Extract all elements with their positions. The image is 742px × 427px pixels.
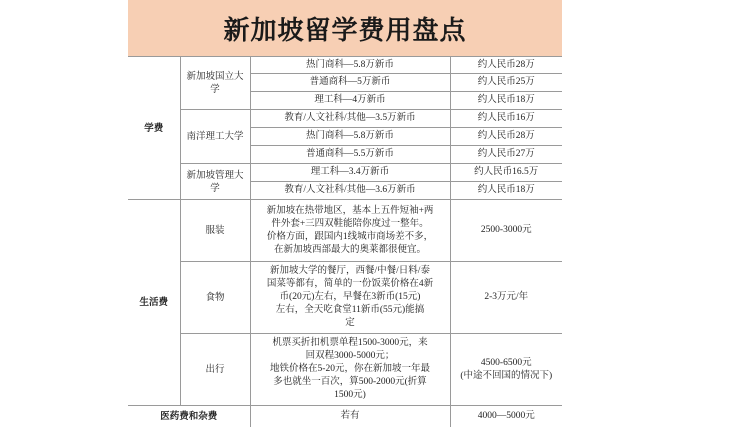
rmb-cell: 约人民币18万 [450,92,562,110]
rmb-cell: 约人民币28万 [450,57,562,74]
major-cell: 热门商科—5.8万新币 [250,128,450,146]
table-row [128,262,562,334]
cost-cell [450,334,562,406]
table-row [128,406,562,427]
rmb-cell: 约人民币25万 [450,74,562,92]
category-tuition: 学费 [128,57,180,200]
cost-note: (中途不回国的情况下) [460,370,553,381]
item-transport: 出行 [180,334,250,406]
cost-sheet [128,0,562,427]
rmb-cell: 约人民币16.5万 [450,164,562,182]
description-line: 多也就坐一百次，算500-2000元(折算 [273,377,427,387]
cost-table [128,56,562,427]
item-clothing: 服装 [180,200,250,262]
table-row [128,164,562,182]
major-cell: 教育/人文社科/其他—3.5万新币 [250,110,450,128]
major-cell: 热门商科—5.8万新币 [250,57,450,74]
description-line: 机票买折扣机票单程1500-3000元，来 [272,338,428,348]
description-line: 地铁价格在5-20元，你在新加坡一年最 [270,364,430,374]
major-cell: 理工科—4万新币 [250,92,450,110]
cost-value: 4500-6500元 [480,357,532,368]
table-row [128,200,562,262]
rmb-cell: 约人民币27万 [450,146,562,164]
description-line: 价格方面，跟国内1线城市商场差不多， [266,231,434,242]
description-line: 币(20元)左右，早餐在3新币(15元) [279,292,421,302]
description-line: 1500元) [334,390,366,400]
page-title: 新加坡留学费用盘点 [128,0,562,56]
description-line: 国菜等都有，简单的一份饭菜价格在4新 [266,279,434,289]
rmb-cell: 约人民币16万 [450,110,562,128]
description-line: 回双程3000-5000元； [305,351,395,361]
cost-cell: 2-3万元/年 [450,262,562,334]
item-food: 食物 [180,262,250,334]
cost-cell: 2500-3000元 [450,200,562,262]
description-line: 新加坡大学的餐厅，西餐/中餐/日料/泰 [270,266,430,276]
table-row [128,334,562,406]
description-cell [250,200,450,262]
major-cell: 教育/人文社科/其他—3.6万新币 [250,182,450,200]
cost-cell: 4000—5000元 [450,406,562,427]
table-row [128,57,562,74]
school-smu: 新加坡管理大学 [180,164,250,200]
table-row [128,110,562,128]
school-nus: 新加坡国立大学 [180,57,250,110]
description-line: 左右，全天吃食堂11新币(55元)能搞 [275,305,425,315]
description-cell [250,262,450,334]
rmb-cell: 约人民币18万 [450,182,562,200]
rmb-cell: 约人民币28万 [450,128,562,146]
description-cell [250,334,450,406]
description-line: 件外套+三四双鞋能陪你度过一整年。 [271,218,429,229]
description-line: 在新加坡西部最大的奥莱都很便宜。 [273,244,426,255]
major-cell: 理工科—3.4万新币 [250,164,450,182]
description-line: 定 [345,318,355,328]
major-cell: 普通商科—5万新币 [250,74,450,92]
description-line: 新加坡在热带地区，基本上五件短袖+两 [266,205,434,216]
category-living: 生活费 [128,200,180,406]
major-cell: 普通商科—5.5万新币 [250,146,450,164]
description-cell: 若有 [250,406,450,427]
category-misc: 医药费和杂费 [128,406,250,427]
school-ntu: 南洋理工大学 [180,110,250,164]
